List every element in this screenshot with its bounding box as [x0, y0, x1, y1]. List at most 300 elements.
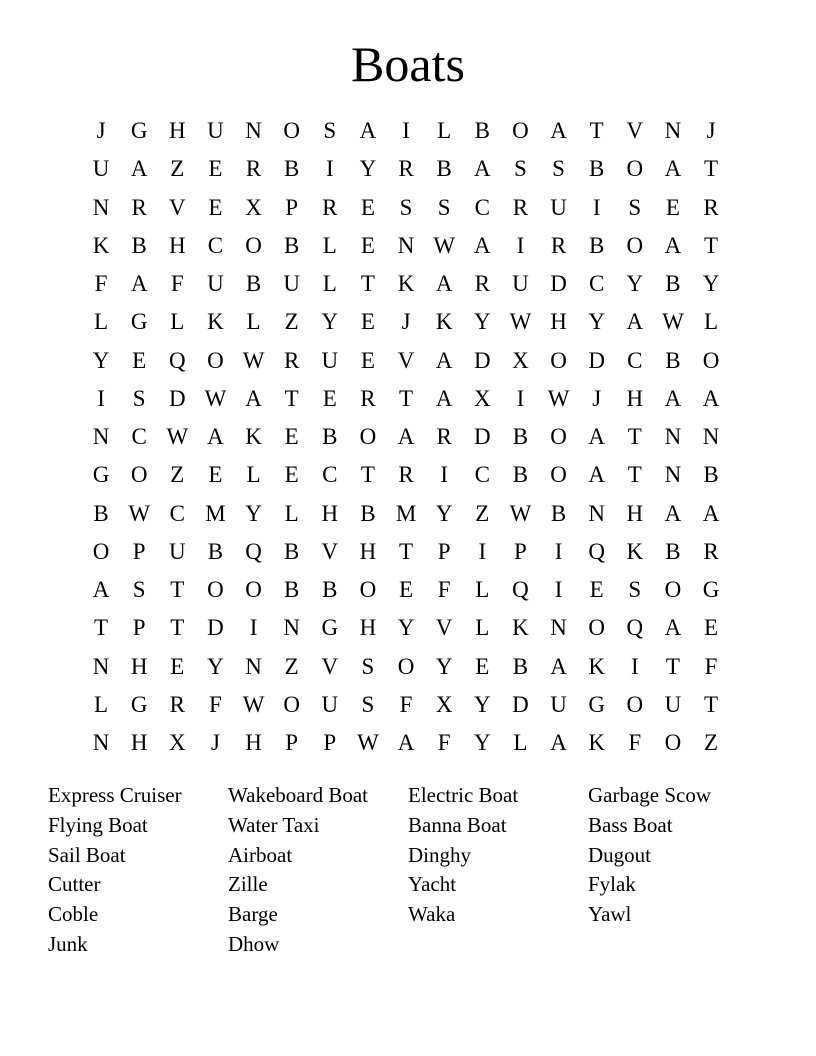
word-list-item: Express Cruiser	[48, 783, 182, 807]
grid-letter: H	[550, 309, 567, 335]
grid-letter: B	[665, 538, 681, 564]
grid-letter: R	[474, 271, 490, 296]
grid-letter: B	[589, 232, 605, 258]
grid-letter: I	[249, 615, 258, 641]
grid-letter: O	[245, 232, 262, 258]
grid-letter: Q	[169, 347, 186, 373]
grid-letter: T	[704, 691, 719, 717]
grid-letter: Y	[359, 156, 377, 182]
grid-letter: N	[245, 118, 262, 143]
grid-letter: K	[588, 730, 605, 755]
grid-letter: G	[702, 577, 720, 602]
grid-letter: R	[703, 194, 719, 220]
grid-letter: T	[284, 385, 299, 411]
grid-letter: O	[207, 347, 224, 373]
grid-letter: I	[592, 194, 601, 220]
grid-letter: B	[284, 538, 300, 564]
word-list-item: Waka	[408, 902, 456, 927]
grid-letter: Z	[284, 309, 299, 335]
grid-letter: H	[359, 615, 377, 641]
grid-letter: A	[664, 500, 682, 526]
grid-letter: Q	[245, 538, 262, 564]
grid-letter: O	[245, 577, 262, 602]
grid-letter: P	[132, 538, 146, 564]
grid-letter: S	[132, 577, 146, 602]
grid-letter: Z	[475, 500, 490, 526]
word-list-item: Yawl	[588, 902, 632, 927]
grid-letter: E	[132, 347, 147, 373]
grid-letter: Y	[245, 500, 262, 526]
word-list-item: Dinghy	[408, 842, 471, 867]
grid-letter: V	[397, 347, 415, 373]
grid-letter: S	[361, 653, 375, 679]
grid-letter: O	[588, 615, 605, 641]
grid-letter: A	[550, 118, 567, 143]
grid-letter: H	[359, 538, 377, 564]
grid-letter: C	[589, 271, 605, 296]
grid-letter: W	[509, 309, 532, 335]
grid-letter: A	[550, 653, 567, 679]
grid-letter: R	[169, 691, 185, 717]
grid-letter: F	[437, 730, 451, 755]
grid-letter: D	[207, 615, 224, 641]
word-list-item: Fylak	[588, 872, 636, 897]
grid-letter: T	[399, 385, 414, 411]
grid-letter: Q	[588, 538, 605, 564]
grid-letter: N	[702, 424, 720, 449]
grid-letter: K	[397, 271, 415, 296]
grid-letter: O	[397, 653, 415, 679]
grid-letter: O	[664, 577, 682, 602]
grid-letter: Y	[474, 309, 491, 335]
grid-letter: E	[360, 309, 375, 335]
grid-letter: N	[92, 653, 110, 679]
grid-letter: O	[130, 462, 148, 488]
grid-letter: V	[626, 118, 644, 143]
grid-letter: O	[283, 118, 300, 143]
word-list-item: Bass Boat	[588, 812, 673, 837]
grid-letter: H	[626, 500, 644, 526]
grid-letter: H	[169, 118, 186, 143]
word-list-item: Banna Boat	[408, 812, 507, 837]
grid-letter: J	[96, 118, 106, 143]
grid-letter: R	[322, 194, 338, 220]
grid-letter: L	[704, 309, 719, 335]
grid-letter: E	[665, 194, 680, 220]
grid-letter: P	[514, 538, 527, 564]
word-list-item: Sail Boat	[48, 842, 126, 867]
grid-letter: N	[664, 462, 682, 488]
grid-letter: B	[322, 424, 338, 449]
grid-letter: K	[512, 615, 529, 641]
grid-letter: N	[588, 500, 605, 526]
grid-letter: L	[94, 691, 109, 717]
grid-letter: B	[550, 500, 567, 526]
grid-letter: T	[665, 653, 680, 679]
grid-letter: W	[547, 385, 570, 411]
grid-letter: B	[284, 232, 300, 258]
grid-letter: A	[588, 424, 605, 449]
grid-letter: E	[322, 385, 337, 411]
grid-letter: N	[397, 232, 415, 258]
grid-letter: A	[207, 424, 224, 449]
grid-letter: R	[703, 538, 719, 564]
grid-letter: R	[436, 424, 452, 449]
grid-letter: S	[361, 691, 375, 717]
grid-letter: R	[245, 156, 262, 182]
grid-letter: A	[397, 730, 415, 755]
grid-letter: A	[664, 156, 682, 182]
letter-grid	[82, 112, 730, 762]
grid-letter: A	[664, 615, 682, 641]
grid-letter: N	[92, 194, 110, 220]
grid-letter: K	[245, 424, 262, 449]
grid-letter: S	[628, 194, 642, 220]
grid-letter: W	[242, 347, 265, 373]
grid-letter: B	[512, 462, 529, 488]
grid-letter: R	[398, 156, 414, 182]
grid-letter: N	[664, 424, 682, 449]
grid-letter: T	[360, 271, 375, 296]
grid-letter: G	[130, 118, 148, 143]
page-title: Boats	[351, 36, 465, 92]
grid-letter: J	[401, 309, 411, 335]
grid-letter: W	[166, 424, 189, 449]
grid-letter: E	[704, 615, 719, 641]
grid-letter: N	[92, 730, 110, 755]
grid-letter: W	[433, 232, 456, 258]
grid-letter: M	[395, 500, 417, 526]
grid-letter: E	[170, 653, 185, 679]
grid-letter: A	[435, 385, 453, 411]
grid-letter: I	[402, 118, 410, 143]
grid-letter: S	[552, 156, 565, 182]
grid-letter: S	[628, 577, 642, 602]
grid-letter: P	[132, 615, 146, 641]
grid-letter: U	[321, 691, 339, 717]
grid-letter: T	[627, 462, 642, 488]
grid-letter: S	[323, 118, 337, 143]
grid-letter: N	[664, 118, 682, 143]
grid-letter: T	[170, 577, 185, 602]
grid-letter: H	[130, 730, 148, 755]
grid-letter: T	[170, 615, 185, 641]
grid-letter: Y	[626, 271, 644, 296]
grid-letter: C	[131, 424, 147, 449]
grid-letter: C	[474, 462, 490, 488]
grid-letter: O	[626, 156, 644, 182]
word-list-item: Dugout	[588, 842, 651, 867]
grid-letter: T	[704, 156, 719, 182]
grid-letter: W	[242, 691, 265, 717]
grid-letter: B	[360, 500, 376, 526]
grid-letter: H	[245, 730, 262, 755]
grid-letter: K	[626, 538, 644, 564]
grid-letter: L	[170, 309, 185, 335]
grid-letter: T	[627, 424, 642, 449]
word-list-item: Zille	[228, 872, 268, 897]
grid-letter: B	[474, 118, 490, 143]
grid-letter: O	[550, 347, 567, 373]
grid-letter: D	[588, 347, 605, 373]
grid-letter: B	[436, 156, 452, 182]
grid-letter: R	[512, 194, 529, 220]
grid-letter: I	[325, 156, 334, 182]
grid-letter: G	[321, 615, 339, 641]
grid-letter: A	[702, 385, 720, 411]
word-list-item: Garbage Scow	[588, 783, 712, 807]
grid-letter: Z	[170, 462, 185, 488]
grid-letter: O	[92, 538, 110, 564]
grid-letter: I	[97, 385, 105, 411]
grid-letter: Z	[170, 156, 185, 182]
grid-letter: F	[94, 271, 108, 296]
grid-letter: O	[550, 424, 567, 449]
grid-letter: U	[283, 271, 300, 296]
grid-letter: D	[169, 385, 186, 411]
word-list-item: Wakeboard Boat	[228, 783, 369, 807]
grid-letter: S	[132, 385, 146, 411]
grid-letter: U	[321, 347, 339, 373]
grid-letter: T	[399, 538, 414, 564]
grid-letter: Y	[435, 653, 453, 679]
grid-letter: E	[360, 347, 375, 373]
grid-letter: A	[130, 271, 148, 296]
grid-letter: B	[93, 500, 109, 526]
grid-letter: S	[514, 156, 527, 182]
grid-letter: Z	[704, 730, 719, 755]
grid-letter: U	[169, 538, 186, 564]
grid-letter: D	[512, 691, 529, 717]
grid-letter: W	[662, 309, 684, 335]
grid-letter: V	[169, 194, 186, 220]
grid-letter: H	[321, 500, 339, 526]
grid-letter: R	[131, 194, 147, 220]
grid-letter: L	[246, 462, 261, 488]
grid-letter: P	[437, 538, 451, 564]
grid-letter: R	[284, 347, 300, 373]
grid-letter: D	[550, 271, 567, 296]
grid-letter: C	[474, 194, 490, 220]
word-list-item: Airboat	[228, 842, 293, 867]
grid-letter: Z	[284, 653, 299, 679]
grid-letter: C	[322, 462, 338, 488]
grid-letter: F	[628, 730, 642, 755]
grid-letter: L	[513, 730, 528, 755]
grid-letter: C	[207, 232, 224, 258]
grid-letter: S	[399, 194, 413, 220]
grid-letter: B	[703, 462, 719, 488]
grid-letter: B	[512, 653, 529, 679]
grid-letter: A	[130, 156, 148, 182]
grid-letter: W	[204, 385, 227, 411]
grid-letter: U	[92, 156, 110, 182]
grid-letter: L	[246, 309, 261, 335]
grid-letter: B	[589, 156, 605, 182]
grid-letter: G	[130, 691, 148, 717]
grid-letter: O	[626, 232, 644, 258]
grid-letter: N	[92, 424, 110, 449]
grid-letter: T	[704, 232, 719, 258]
grid-letter: V	[321, 538, 339, 564]
grid-letter: I	[554, 538, 563, 564]
grid-letter: T	[94, 615, 109, 641]
grid-letter: O	[702, 347, 720, 373]
grid-letter: A	[359, 118, 377, 143]
grid-letter: Y	[474, 691, 491, 717]
grid-letter: Y	[435, 500, 453, 526]
grid-letter: C	[627, 347, 643, 373]
grid-letter: L	[475, 615, 490, 641]
grid-letter: A	[664, 232, 682, 258]
grid-letter: Y	[702, 271, 720, 296]
grid-letter: F	[704, 653, 718, 679]
grid-letter: G	[130, 309, 148, 335]
grid-letter: X	[512, 347, 529, 373]
grid-letter: O	[207, 577, 224, 602]
grid-letter: J	[592, 385, 602, 411]
grid-letter: A	[474, 156, 491, 182]
grid-letter: A	[664, 385, 682, 411]
grid-letter: A	[702, 500, 720, 526]
grid-letter: I	[478, 538, 487, 564]
grid-letter: L	[475, 577, 490, 602]
grid-letter: A	[435, 271, 453, 296]
grid-letter: U	[207, 271, 224, 296]
grid-letter: O	[512, 118, 529, 143]
grid-letter: H	[626, 385, 644, 411]
grid-letter: O	[283, 691, 300, 717]
grid-letter: N	[283, 615, 300, 641]
grid-letter: U	[664, 691, 682, 717]
grid-letter: B	[245, 271, 262, 296]
grid-letter: E	[360, 232, 375, 258]
grid-letter: K	[92, 232, 110, 258]
grid-letter: A	[92, 577, 110, 602]
grid-letter: N	[245, 653, 262, 679]
grid-letter: Q	[626, 615, 644, 641]
grid-letter: W	[509, 500, 532, 526]
grid-letter: R	[360, 385, 376, 411]
grid-letter: B	[207, 538, 224, 564]
grid-letter: W	[357, 730, 379, 755]
grid-letter: O	[359, 424, 377, 449]
grid-letter: X	[435, 691, 453, 717]
grid-letter: X	[169, 730, 186, 755]
grid-letter: J	[706, 118, 716, 143]
grid-letter: O	[359, 577, 377, 602]
grid-letter: E	[208, 194, 223, 220]
grid-letter: R	[398, 462, 414, 488]
grid-letter: Y	[588, 309, 605, 335]
word-list-item: Barge	[228, 902, 278, 927]
grid-letter: A	[245, 385, 262, 411]
grid-letter: E	[360, 194, 375, 220]
grid-letter: H	[169, 232, 186, 258]
grid-letter: A	[550, 730, 567, 755]
grid-letter: S	[437, 194, 451, 220]
grid-letter: L	[322, 232, 337, 258]
word-list-item: Water Taxi	[228, 812, 320, 837]
grid-letter: B	[131, 232, 147, 258]
grid-letter: E	[589, 577, 604, 602]
grid-letter: B	[284, 577, 300, 602]
grid-letter: F	[399, 691, 413, 717]
grid-letter: K	[588, 653, 605, 679]
grid-letter: N	[550, 615, 567, 641]
grid-letter: I	[440, 462, 449, 488]
grid-letter: B	[665, 347, 681, 373]
grid-letter: Q	[512, 577, 529, 602]
grid-letter: F	[209, 691, 222, 717]
grid-letter: E	[475, 653, 490, 679]
word-list-item: Cutter	[48, 872, 101, 897]
grid-letter: Y	[207, 653, 224, 679]
grid-letter: Y	[321, 309, 339, 335]
grid-letter: T	[360, 462, 375, 488]
grid-letter: B	[322, 577, 338, 602]
grid-letter: W	[128, 500, 151, 526]
grid-letter: L	[437, 118, 452, 143]
grid-letter: B	[284, 156, 300, 182]
grid-letter: A	[397, 424, 415, 449]
grid-letter: Y	[92, 347, 110, 373]
grid-letter: G	[588, 691, 605, 717]
grid-letter: J	[210, 730, 220, 755]
grid-letter: I	[516, 232, 525, 258]
grid-letter: R	[550, 232, 567, 258]
grid-letter: L	[94, 309, 109, 335]
grid-letter: A	[626, 309, 644, 335]
grid-letter: E	[208, 156, 223, 182]
grid-letter: P	[285, 194, 299, 220]
grid-letter: I	[554, 577, 563, 602]
grid-letter: T	[589, 118, 604, 143]
word-list-item: Electric Boat	[408, 783, 519, 807]
grid-letter: H	[130, 653, 148, 679]
grid-letter: I	[516, 385, 525, 411]
grid-letter: A	[588, 462, 605, 488]
grid-letter: Y	[397, 615, 415, 641]
grid-letter: M	[205, 500, 226, 526]
grid-letter: L	[284, 500, 299, 526]
grid-letter: U	[550, 691, 567, 717]
word-list-item: Yacht	[408, 872, 457, 897]
grid-letter: B	[665, 271, 681, 296]
grid-letter: P	[285, 730, 299, 755]
grid-letter: D	[474, 347, 491, 373]
grid-letter: P	[323, 730, 337, 755]
grid-letter: L	[322, 271, 337, 296]
word-list-item: Junk	[48, 931, 88, 956]
grid-letter: X	[474, 385, 491, 411]
word-list	[48, 781, 768, 960]
grid-letter: U	[550, 194, 567, 220]
grid-letter: A	[435, 347, 453, 373]
grid-letter: A	[474, 232, 491, 258]
word-list-item: Dhow	[228, 931, 280, 956]
word-list-item: Flying Boat	[48, 812, 148, 837]
grid-letter: F	[170, 271, 184, 296]
grid-letter: I	[630, 653, 639, 679]
grid-letter: E	[284, 462, 299, 488]
grid-letter: E	[208, 462, 223, 488]
grid-letter: D	[474, 424, 491, 449]
grid-letter: B	[512, 424, 529, 449]
grid-letter: O	[550, 462, 567, 488]
grid-letter: G	[92, 462, 110, 488]
grid-letter: E	[284, 424, 299, 449]
